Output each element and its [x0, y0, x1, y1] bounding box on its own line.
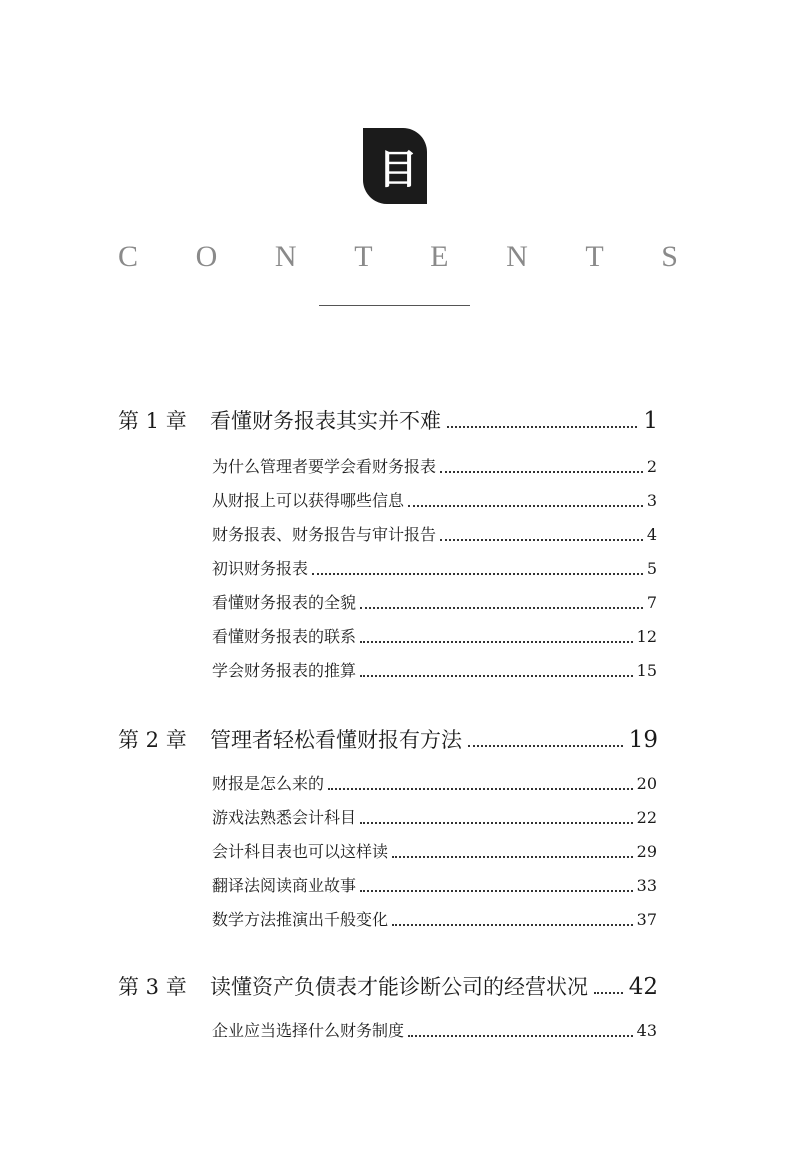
leader-dots	[360, 641, 633, 643]
section-page: 37	[636, 910, 657, 929]
heading-divider	[319, 305, 470, 306]
section-entry[interactable]	[212, 839, 657, 863]
section-entry[interactable]	[212, 805, 657, 829]
chapter-number: 第 1 章	[118, 409, 187, 433]
section-entry[interactable]	[212, 907, 657, 931]
section-page: 7	[646, 593, 657, 612]
section-entry[interactable]	[212, 590, 657, 614]
section-title: 翻译法阅读商业故事	[212, 876, 357, 895]
contents-logo	[363, 128, 427, 273]
section-title: 财报是怎么来的	[212, 774, 325, 793]
logo-text: 目录	[378, 146, 412, 273]
section-page: 22	[636, 808, 657, 827]
section-entry[interactable]	[212, 556, 657, 580]
contents-letter: S	[661, 240, 678, 273]
section-page: 15	[636, 661, 657, 680]
leader-dots	[408, 505, 643, 507]
chapter-page: 19	[628, 727, 658, 753]
leader-dots	[392, 856, 633, 858]
leader-dots	[440, 471, 643, 473]
section-title: 数学方法推演出千般变化	[212, 910, 389, 929]
chapter-title: 看懂财务报表其实并不难	[210, 409, 441, 433]
chapter-page: 1	[643, 408, 658, 434]
section-title: 为什么管理者要学会看财务报表	[212, 457, 437, 476]
section-page: 5	[646, 559, 657, 578]
chapter-3-entry[interactable]	[118, 971, 658, 1001]
contents-letter: O	[195, 240, 218, 273]
chapter-title: 管理者轻松看懂财报有方法	[210, 728, 462, 752]
contents-letter: N	[274, 240, 297, 273]
section-entry[interactable]	[212, 522, 657, 546]
contents-letter: C	[118, 240, 139, 273]
section-entry[interactable]	[212, 1018, 657, 1042]
section-title: 会计科目表也可以这样读	[212, 842, 389, 861]
contents-letter: N	[506, 240, 528, 273]
chapter-number: 第 2 章	[118, 728, 187, 752]
section-entry[interactable]	[212, 488, 657, 512]
section-page: 2	[646, 457, 657, 476]
contents-letter: T	[585, 240, 604, 273]
contents-letter: E	[430, 240, 449, 273]
chapter-2-entry[interactable]	[118, 724, 658, 754]
section-page: 4	[646, 525, 657, 544]
leader-dots	[392, 924, 633, 926]
leader-dots	[360, 890, 633, 892]
section-page: 43	[636, 1021, 657, 1040]
section-entry[interactable]	[212, 624, 657, 648]
leader-dots	[440, 539, 643, 541]
section-title: 企业应当选择什么财务制度	[212, 1021, 405, 1040]
leader-dots	[360, 822, 633, 824]
section-page: 12	[636, 627, 657, 646]
section-title: 看懂财务报表的全貌	[212, 593, 357, 612]
section-title: 从财报上可以获得哪些信息	[212, 491, 405, 510]
leader-dots	[447, 426, 637, 428]
contents-heading	[118, 240, 678, 280]
chapter-title: 读懂资产负债表才能诊断公司的经营状况	[210, 975, 588, 999]
leader-dots	[360, 675, 633, 677]
section-title: 学会财务报表的推算	[212, 661, 357, 680]
leader-dots	[594, 992, 623, 994]
section-entry[interactable]	[212, 454, 657, 478]
section-title: 初识财务报表	[212, 559, 309, 578]
section-page: 3	[646, 491, 657, 510]
leader-dots	[408, 1035, 633, 1037]
section-page: 29	[636, 842, 657, 861]
section-entry[interactable]	[212, 771, 657, 795]
section-page: 33	[636, 876, 657, 895]
section-page: 20	[636, 774, 657, 793]
contents-letter: T	[354, 240, 373, 273]
chapter-1-entry[interactable]	[118, 405, 658, 435]
chapter-number: 第 3 章	[118, 975, 187, 999]
leader-dots	[328, 788, 633, 790]
section-title: 财务报表、财务报告与审计报告	[212, 525, 437, 544]
chapter-page: 42	[628, 974, 658, 1000]
leader-dots	[360, 607, 643, 609]
section-title: 看懂财务报表的联系	[212, 627, 357, 646]
section-entry[interactable]	[212, 658, 657, 682]
section-title: 游戏法熟悉会计科目	[212, 808, 357, 827]
leader-dots	[312, 573, 643, 575]
section-entry[interactable]	[212, 873, 657, 897]
leader-dots	[468, 745, 623, 747]
